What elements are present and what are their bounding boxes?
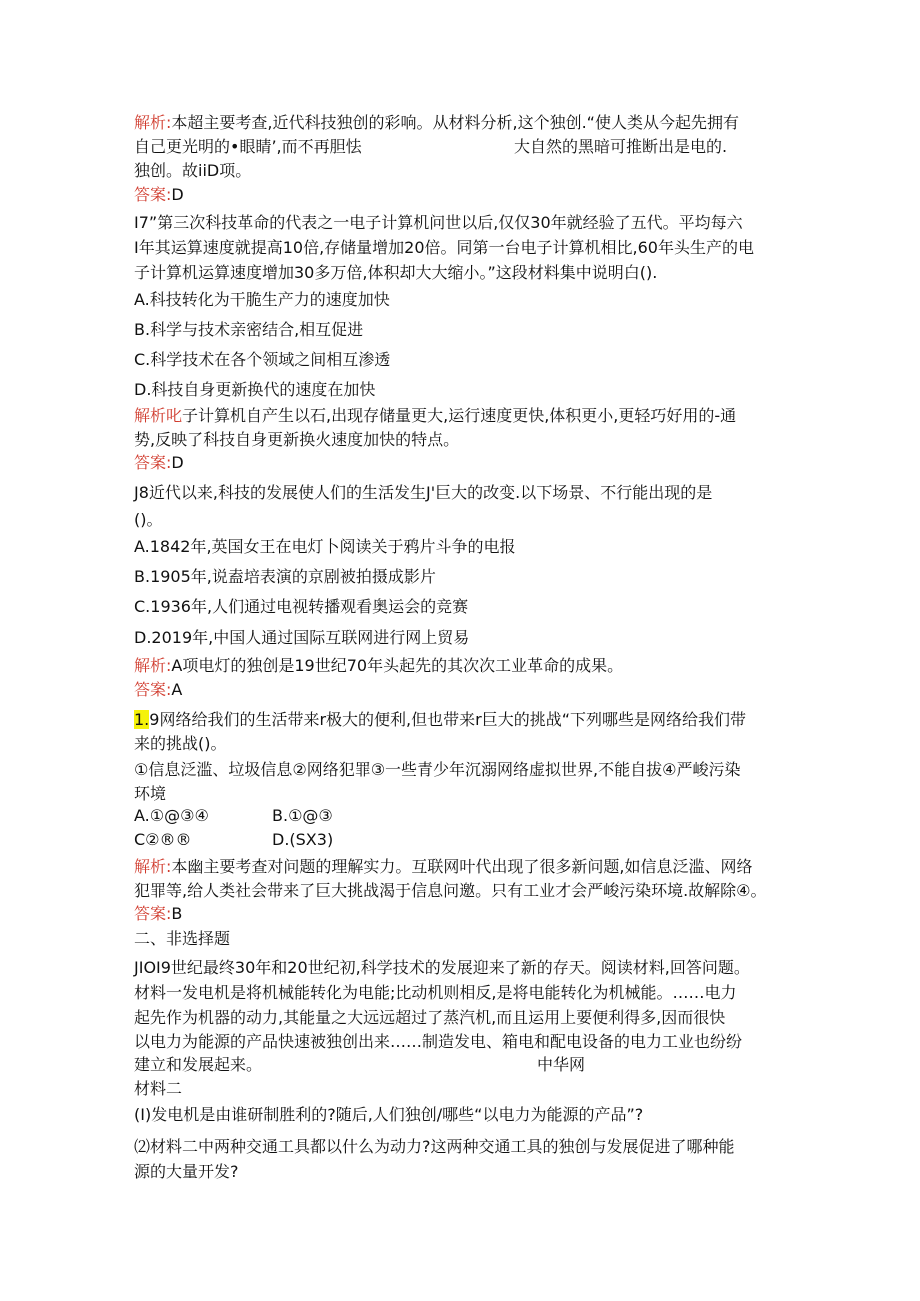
q19-stem-line-1: 1.9网络给我们的生活带来r极大的便利,但也带来r巨大的挑战“下列哪些是网络给我们带 <box>134 710 746 729</box>
answer-label: 答案: <box>134 453 172 472</box>
q17-analysis-line-2: 势,反映了科技自身更新换火速度加快的特点。 <box>134 430 460 449</box>
analysis-label: 解析: <box>134 113 172 132</box>
q17-analysis-line-1: 解析叱子计算机自产生以石,出现存储量更大,运行速度更快,体积更小,更轻巧好用的-通 <box>134 406 737 425</box>
q20-stem-line-3: 起先作为机器的动力,其能量之大远远超过了蒸汽机,而且运用上要便利得多,因而很快 <box>134 1008 726 1027</box>
q19-option-a: A.①@③④ <box>134 806 209 825</box>
q19-stem-line-2: 来的挑战()。 <box>134 734 227 753</box>
q17-stem-line-1: I7”第三次科技革命的代表之一电子计算机问世以后,仅仅30年就经验了五代。平均每六 <box>134 213 743 232</box>
q19-items-line-1: ①信息泛滥、垃圾信息②网络犯罪③一些青少年沉溺网络虚拟世界,不能自拔④严峻污染 <box>134 760 741 779</box>
analysis-label: 解析: <box>134 656 172 675</box>
q20-stem-line-4: 以电力为能源的产品快速被独创出来……制造发电、箱电和配电设备的电力工业也纷纷 <box>134 1032 743 1051</box>
material-two-label: 材料二 <box>134 1079 183 1098</box>
q20-stem-line-1: JIOI9世纪最终30年和20世纪初,科学技术的发展迎来了新的存天。阅读材料,回答问题。 <box>134 958 750 977</box>
answer-label: 答案: <box>134 680 172 699</box>
q16-analysis-line-2b: 大自然的黑暗可推断出是电的. <box>514 137 728 156</box>
q17-option-a: A.科技转化为干脆生产力的速度加快 <box>134 290 390 309</box>
q16-answer: 答案:D <box>134 185 184 204</box>
q20-sub-question-2-line-2: 源的大量开发? <box>134 1162 239 1181</box>
q19-analysis-line-2: 犯罪等,给人类社会带来了巨大挑战渴于信息问邀。只有工业才会严峻污染环境.故解除④。 <box>134 881 767 900</box>
q20-sub-question-2-line-1: ⑵材料二中两种交通工具都以什么为动力?这两种交通工具的独创与发展促进了哪种能 <box>134 1137 735 1156</box>
q19-option-d: D.(SX3) <box>272 830 334 849</box>
q19-items-line-2: 环境 <box>134 784 167 803</box>
q18-stem-line-1: J8近代以来,科技的发展使人们的生活发生J'巨大的改变.以下场景、不行能出现的是 <box>134 483 713 502</box>
q16-analysis-line-1: 解析:本超主要考查,近代科技独创的彩响。从材料分析,这个独创.“使人类从今起先拥有 <box>134 113 739 132</box>
q17-option-c: C.科学技术在各个领域之间相互渗透 <box>134 350 391 369</box>
analysis-label: 解析叱 <box>134 406 183 425</box>
q18-answer: 答案:A <box>134 680 183 699</box>
answer-label: 答案: <box>134 904 172 923</box>
q17-answer: 答案:D <box>134 453 184 472</box>
q18-option-d: D.2019年,中国人通过国际互联网进行网上贸易 <box>134 628 470 647</box>
q17-option-b: B.科学与技术亲密结合,相互促进 <box>134 320 364 339</box>
q16-analysis-line-2a: 自己更光明的•眼睛’,而不再胆怯 <box>134 137 362 156</box>
q19-option-c: C②®® <box>134 830 192 849</box>
source-label: 中华网 <box>537 1055 586 1074</box>
q18-stem-line-2: ()。 <box>134 510 163 529</box>
q19-option-b: B.①@③ <box>272 806 333 825</box>
q18-option-b: B.1905年,说盍培表演的京剧被拍摄成影片 <box>134 567 436 586</box>
q17-option-d: D.科技自身更新换代的速度在加快 <box>134 380 376 399</box>
q20-stem-line-5: 建立和发展起来。 <box>134 1055 263 1074</box>
q18-option-c: C.1936年,人们通过电视转播观看奥运会的竞赛 <box>134 597 469 616</box>
q19-answer: 答案:B <box>134 904 183 923</box>
answer-label: 答案: <box>134 185 172 204</box>
q17-stem-line-3: 子计算机运算速度增加30多万倍,体积却大大缩小。”这段材料集中说明白(). <box>134 263 658 282</box>
q18-analysis-line-1: 解析:A项电灯的独创是19世纪70年头起先的其次次工业革命的成果。 <box>134 656 624 675</box>
q20-sub-question-1: (I)发电机是由谁研制胜利的?随后,人们独创/哪些“以电力为能源的产品”? <box>134 1105 644 1124</box>
q20-stem-line-2: 材料一发电机是将机械能转化为电能;比动机则相反,是将电能转化为机械能。……电力 <box>134 983 737 1002</box>
highlight-mark: 1. <box>134 710 150 729</box>
q17-stem-line-2: I年其运算速度就提高10倍,存储量增加20倍。同第一台电子计算机相比,60年头生产的电 <box>134 238 754 257</box>
q16-analysis-line-3: 独创。故iiD项。 <box>134 161 252 180</box>
section-heading: 二、非选择题 <box>134 929 231 948</box>
analysis-label: 解析: <box>134 857 172 876</box>
q19-analysis-line-1: 解析:本幽主要考查对问题的理解实力。互联网叶代出现了很多新问题,如信息泛滥、网络 <box>134 857 753 876</box>
q18-option-a: A.1842年,英国女王在电灯卜阅读关于鸦片斗争的电报 <box>134 537 516 556</box>
